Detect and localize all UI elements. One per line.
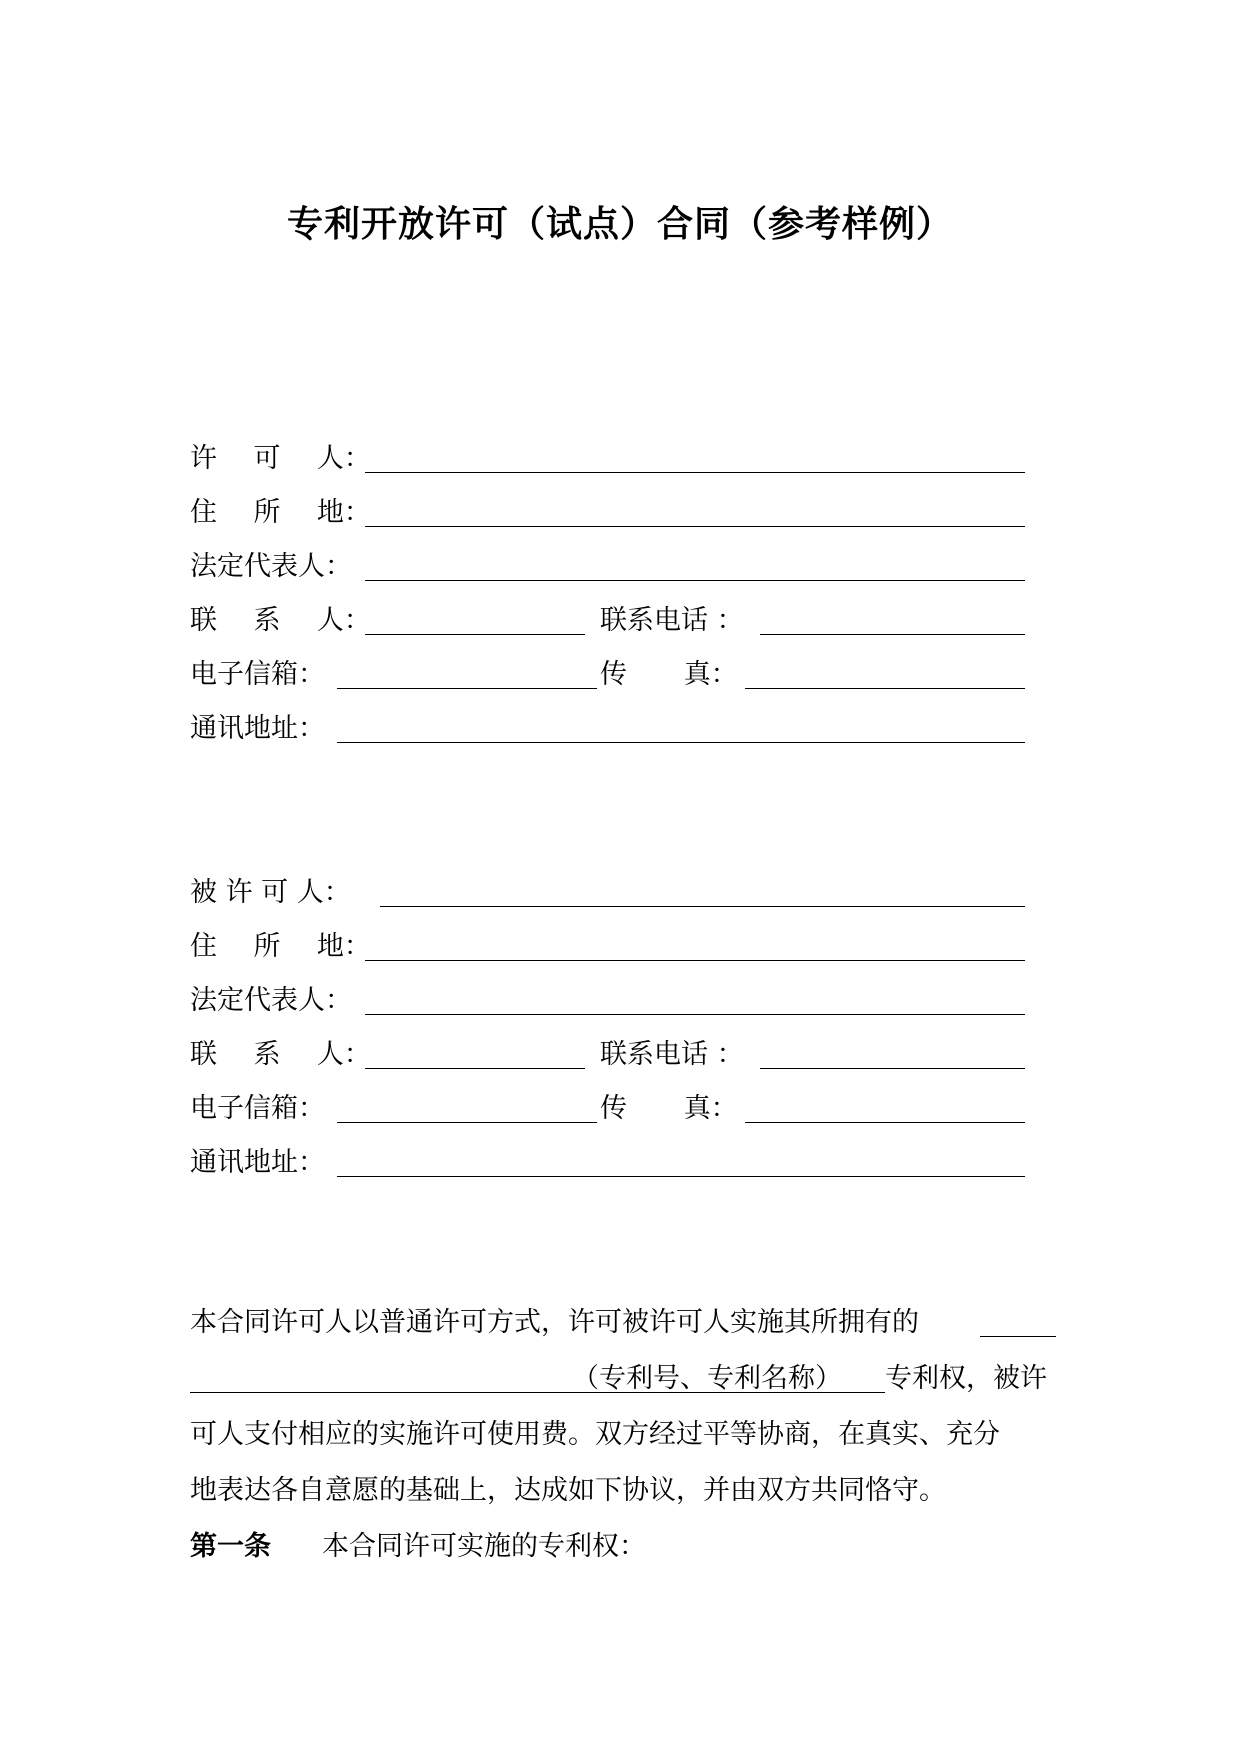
- licensor-mail-address-label: 通讯地址：: [190, 713, 325, 744]
- patent-hint-text: （专利号、专利名称）: [572, 1363, 842, 1394]
- licensee-legal-rep-field[interactable]: [365, 1014, 1025, 1015]
- preamble-line-1: 本合同许可人以普通许可方式，许可被许可人实施其所拥有的: [190, 1307, 919, 1338]
- licensee-mail-address-field[interactable]: [337, 1176, 1025, 1177]
- patent-blank-line-1[interactable]: [980, 1336, 1056, 1337]
- licensor-legal-rep-label: 法定代表人：: [190, 551, 352, 582]
- licensee-contact-label: 联 系 人：: [190, 1039, 371, 1070]
- licensor-name-label: 许 可 人：: [190, 443, 371, 474]
- licensee-phone-field[interactable]: [760, 1068, 1025, 1069]
- licensor-phone-label: 联系电话 ：: [600, 605, 744, 636]
- licensee-contact-field[interactable]: [365, 1068, 585, 1069]
- licensor-email-field[interactable]: [337, 688, 597, 689]
- preamble-line-2-tail: 专利权，被许: [885, 1363, 1047, 1394]
- article-1-text: 本合同许可实施的专利权：: [322, 1531, 646, 1562]
- licensee-email-field[interactable]: [337, 1122, 597, 1123]
- licensor-legal-rep-field[interactable]: [365, 580, 1025, 581]
- licensor-mail-address-field[interactable]: [337, 742, 1025, 743]
- licensee-fax-label: 传 真：: [600, 1093, 738, 1124]
- licensor-fax-label: 传 真：: [600, 659, 738, 690]
- licensee-address-field[interactable]: [365, 960, 1025, 961]
- licensor-contact-field[interactable]: [365, 634, 585, 635]
- licensee-fax-field[interactable]: [745, 1122, 1025, 1123]
- licensee-mail-address-label: 通讯地址：: [190, 1147, 325, 1178]
- licensee-phone-label: 联系电话 ：: [600, 1039, 744, 1070]
- licensee-email-label: 电子信箱：: [190, 1093, 325, 1124]
- licensee-name-label: 被 许 可 人：: [190, 877, 351, 908]
- licensee-address-label: 住 所 地：: [190, 931, 371, 962]
- licensor-fax-field[interactable]: [745, 688, 1025, 689]
- licensor-address-field[interactable]: [365, 526, 1025, 527]
- licensee-name-field[interactable]: [380, 906, 1025, 907]
- preamble-line-4: 地表达各自意愿的基础上，达成如下协议，并由双方共同恪守。: [190, 1475, 946, 1506]
- preamble-line-3: 可人支付相应的实施许可使用费。双方经过平等协商，在真实、充分: [190, 1419, 1000, 1450]
- article-1-label: 第一条: [190, 1531, 271, 1562]
- document-title: 专利开放许可（试点）合同（参考样例）: [286, 204, 953, 245]
- licensor-email-label: 电子信箱：: [190, 659, 325, 690]
- licensor-name-field[interactable]: [365, 472, 1025, 473]
- licensee-legal-rep-label: 法定代表人：: [190, 985, 352, 1016]
- licensor-address-label: 住 所 地：: [190, 497, 371, 528]
- licensor-phone-field[interactable]: [760, 634, 1025, 635]
- licensor-contact-label: 联 系 人：: [190, 605, 371, 636]
